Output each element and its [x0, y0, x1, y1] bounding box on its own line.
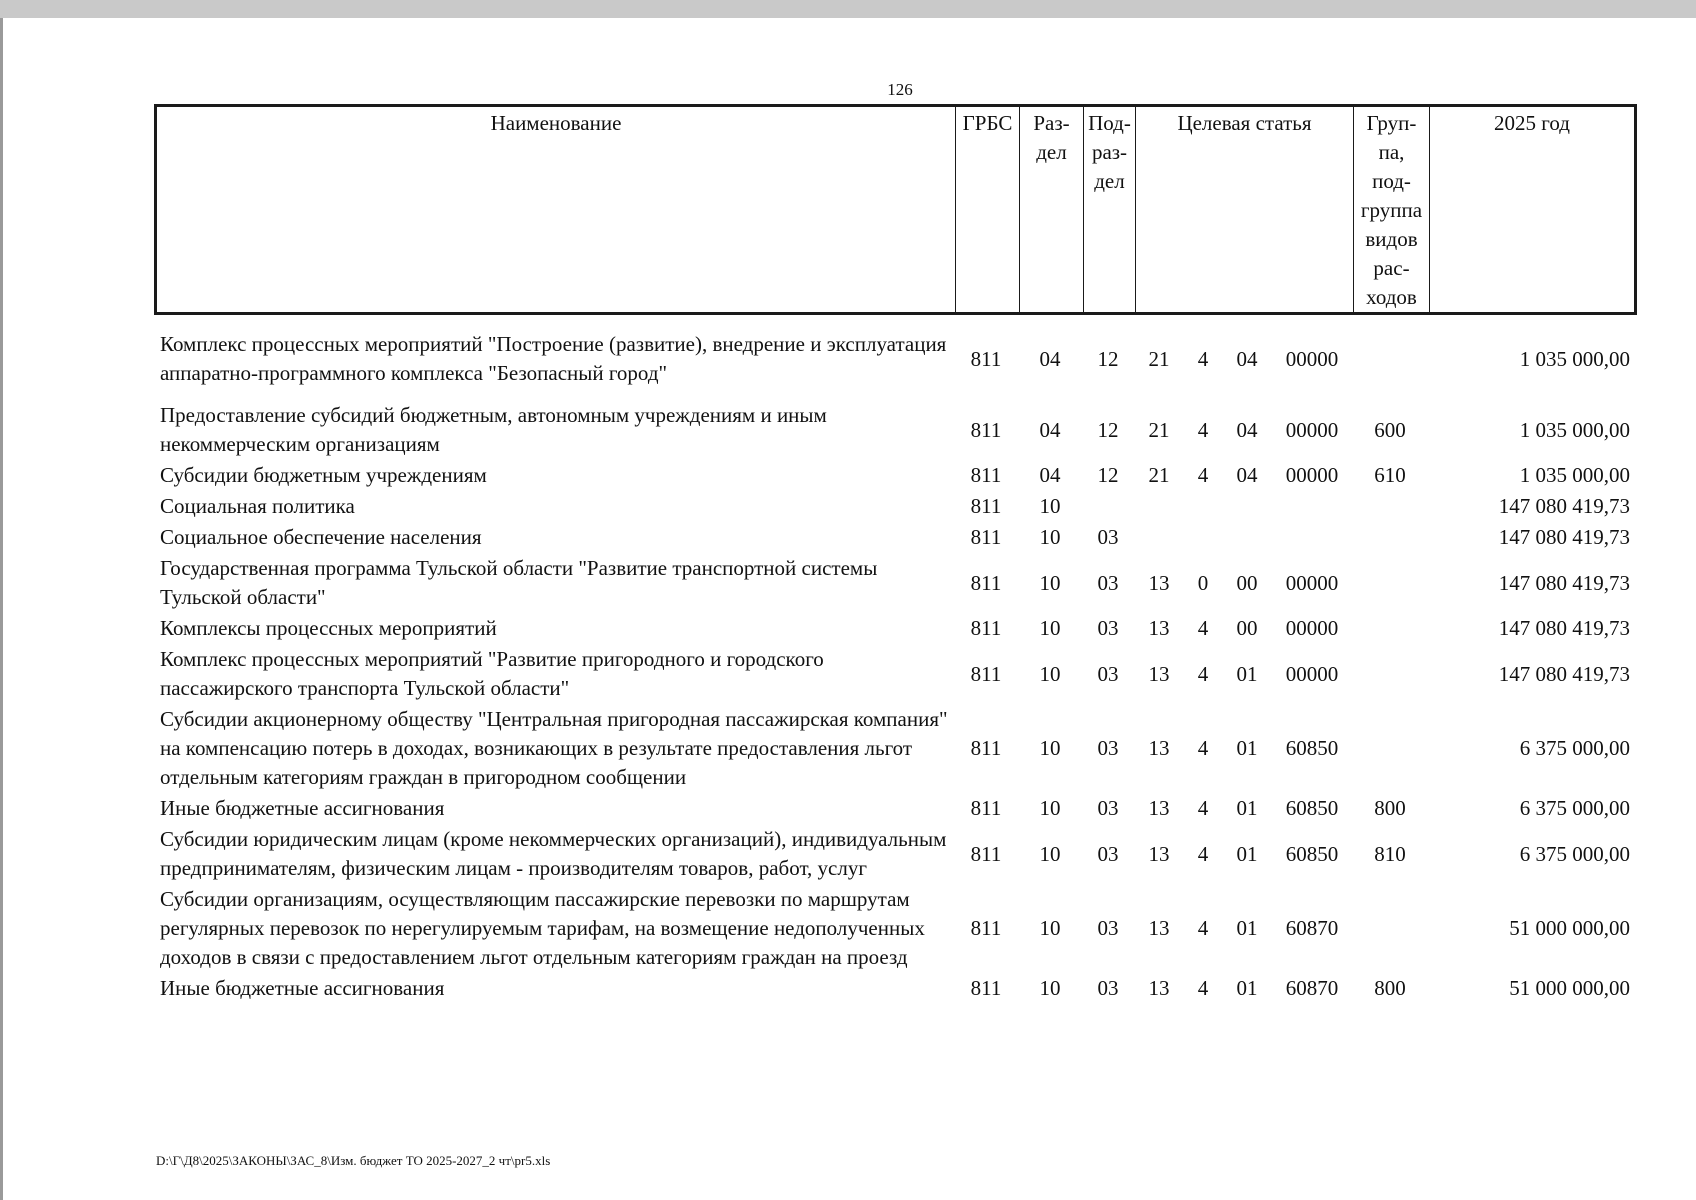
razdel-cell: 04 [1039, 463, 1061, 487]
target-direction-cell: 60850 [1285, 736, 1339, 760]
row-name-cell: Субсидии бюджетным учреждениям [160, 463, 487, 487]
podrazdel-cell: 03 [1097, 570, 1119, 595]
target-subprogram-cell: 00 [1236, 570, 1258, 595]
grbs-cell: 811 [970, 417, 1002, 442]
target-program-cell: 13 [1148, 796, 1170, 820]
grbs-cell: 811 [970, 736, 1002, 760]
amount-cell: 6 375 000,00 [1519, 796, 1630, 820]
header-year-2025: 2025 год [1430, 106, 1636, 314]
row-name-cell: Социальное обеспечение населения [160, 525, 482, 549]
target-program-cell: 21 [1148, 417, 1170, 442]
target-direction-cell [1272, 522, 1352, 553]
target-program-cell: 13 [1148, 661, 1170, 686]
table-row [154, 613, 1634, 644]
target-direction-cell: 60870 [1285, 916, 1339, 940]
amount-cell: 51 000 000,00 [1509, 976, 1630, 1000]
target-direction-cell: 60870 [1285, 976, 1339, 1000]
target-subprogram-cell: 04 [1236, 346, 1258, 371]
target-type-cell: 4 [1197, 976, 1209, 1000]
razdel-cell: 10 [1039, 841, 1061, 866]
razdel-cell: 04 [1039, 417, 1061, 442]
podrazdel-cell: 12 [1097, 346, 1119, 371]
row-name-cell: Субсидии акционерному обществу "Центральная пригородная пассажирская компания" на компенсацию потерь в доходах, возникающих в результате предоставления льгот отдельным категориям граждан в пригородном сообщении [160, 707, 948, 789]
target-subprogram-cell: 04 [1236, 417, 1258, 442]
expense-group-cell [1352, 329, 1428, 389]
podrazdel-cell: 03 [1097, 616, 1119, 640]
grbs-cell: 811 [970, 796, 1002, 820]
target-program-cell: 13 [1148, 841, 1170, 866]
expense-group-cell [1352, 704, 1428, 793]
podrazdel-cell: 03 [1097, 736, 1119, 760]
target-type-cell: 4 [1197, 916, 1209, 940]
target-subprogram-cell: 01 [1236, 661, 1258, 686]
podrazdel-cell: 03 [1097, 976, 1119, 1000]
row-name-cell: Комплексы процессных мероприятий [160, 616, 497, 640]
grbs-cell: 811 [970, 570, 1002, 595]
target-direction-cell: 00000 [1285, 346, 1339, 371]
target-direction-cell: 60850 [1285, 796, 1339, 820]
target-type-cell: 4 [1197, 346, 1209, 371]
target-program-cell: 13 [1148, 916, 1170, 940]
target-subprogram-cell: 01 [1236, 796, 1258, 820]
expense-group-cell [1352, 613, 1428, 644]
target-subprogram-cell: 00 [1236, 616, 1258, 640]
expense-group-cell [1352, 553, 1428, 613]
grbs-cell: 811 [970, 916, 1002, 940]
target-subprogram-cell [1222, 491, 1272, 522]
row-name-cell: Предоставление субсидий бюджетным, автономным учреждениям и иным некоммерческим организациям [160, 403, 827, 456]
expense-group-cell: 610 [1374, 463, 1406, 487]
row-name-cell: Государственная программа Тульской области "Развитие транспортной системы Тульской области" [160, 556, 878, 609]
razdel-cell: 10 [1039, 494, 1061, 518]
podrazdel-cell: 12 [1097, 463, 1119, 487]
expense-group-cell: 810 [1374, 841, 1406, 866]
table-row [154, 973, 1634, 1004]
target-type-cell: 4 [1197, 841, 1209, 866]
target-type-cell [1184, 522, 1222, 553]
expense-group-cell [1352, 644, 1428, 704]
target-subprogram-cell [1222, 522, 1272, 553]
table-row [154, 884, 1634, 973]
expense-group-cell: 600 [1374, 417, 1406, 442]
podrazdel-cell [1082, 491, 1134, 522]
target-program-cell [1134, 522, 1184, 553]
table-row [154, 329, 1634, 389]
table-body [154, 329, 1634, 1004]
amount-cell: 6 375 000,00 [1519, 736, 1630, 760]
header-razdel: Раз- дел [1020, 106, 1084, 314]
grbs-cell: 811 [970, 616, 1002, 640]
row-name-cell: Комплекс процессных мероприятий "Развитие пригородного и городского пассажирского транспорта Тульской области" [160, 647, 824, 700]
target-subprogram-cell: 01 [1236, 736, 1258, 760]
scan-top-band [0, 0, 1696, 18]
amount-cell: 147 080 419,73 [1498, 616, 1630, 640]
grbs-cell: 811 [970, 976, 1002, 1000]
row-name-cell: Субсидии юридическим лицам (кроме некоммерческих организаций), индивидуальным предпринимателям, физическим лицам - производителям товаров, работ, услуг [160, 827, 947, 880]
table-row [154, 644, 1634, 704]
expense-group-cell [1352, 491, 1428, 522]
razdel-cell: 10 [1039, 796, 1061, 820]
table-header [154, 104, 1637, 315]
target-subprogram-cell: 01 [1236, 916, 1258, 940]
grbs-cell: 811 [970, 494, 1002, 518]
table-row [154, 824, 1634, 884]
target-direction-cell: 00000 [1285, 616, 1339, 640]
amount-cell: 51 000 000,00 [1509, 916, 1630, 940]
amount-cell: 6 375 000,00 [1519, 841, 1630, 866]
row-name-cell: Субсидии организациям, осуществляющим пассажирские перевозки по маршрутам регулярных перевозок по нерегулируемым тарифам, на возмещение недополученных доходов в связи с предоставлением льгот отдельным категориям граждан на проезд [160, 887, 925, 969]
grbs-cell: 811 [970, 661, 1002, 686]
target-program-cell: 21 [1148, 346, 1170, 371]
table-row [154, 553, 1634, 613]
header-expense-group: Груп- па, под- группа видов рас- ходов [1354, 106, 1430, 314]
target-program-cell [1134, 491, 1184, 522]
expense-group-cell [1352, 522, 1428, 553]
header-target-article: Целевая статья [1136, 106, 1354, 314]
table-row [154, 704, 1634, 793]
podrazdel-cell: 03 [1097, 796, 1119, 820]
page-number: 126 [887, 80, 913, 99]
grbs-cell: 811 [970, 525, 1002, 549]
target-program-cell: 13 [1148, 976, 1170, 1000]
podrazdel-cell: 03 [1097, 916, 1119, 940]
grbs-cell: 811 [970, 346, 1002, 371]
target-program-cell: 13 [1148, 570, 1170, 595]
target-program-cell: 13 [1148, 616, 1170, 640]
target-subprogram-cell: 04 [1236, 463, 1258, 487]
grbs-cell: 811 [970, 841, 1002, 866]
podrazdel-cell: 03 [1097, 661, 1119, 686]
table-row [154, 389, 1634, 460]
header-podrazdel: Под- раз- дел [1084, 106, 1136, 314]
amount-cell: 1 035 000,00 [1519, 463, 1630, 487]
target-type-cell: 4 [1197, 417, 1209, 442]
file-path-footer: D:\Г\Д8\2025\ЗАКОНЫ\ЗАС_8\Изм. бюджет ТО 2025-2027_2 чт\pr5.xls [156, 1153, 551, 1168]
header-name: Наименование [156, 106, 956, 314]
podrazdel-cell: 03 [1097, 525, 1119, 549]
expense-group-cell: 800 [1374, 796, 1406, 820]
target-direction-cell: 00000 [1285, 661, 1339, 686]
razdel-cell: 10 [1039, 525, 1061, 549]
target-subprogram-cell: 01 [1236, 841, 1258, 866]
amount-cell: 1 035 000,00 [1519, 346, 1630, 371]
target-direction-cell: 00000 [1285, 417, 1339, 442]
razdel-cell: 10 [1039, 916, 1061, 940]
razdel-cell: 04 [1039, 346, 1061, 371]
table-row [154, 522, 1634, 553]
target-type-cell: 4 [1197, 616, 1209, 640]
podrazdel-cell: 03 [1097, 841, 1119, 866]
grbs-cell: 811 [970, 463, 1002, 487]
target-direction-cell: 00000 [1285, 463, 1339, 487]
target-subprogram-cell: 01 [1236, 976, 1258, 1000]
table-row [154, 460, 1634, 491]
target-type-cell: 4 [1197, 661, 1209, 686]
amount-cell: 1 035 000,00 [1519, 417, 1630, 442]
razdel-cell: 10 [1039, 976, 1061, 1000]
target-type-cell [1184, 491, 1222, 522]
expense-group-cell [1352, 884, 1428, 973]
razdel-cell: 10 [1039, 616, 1061, 640]
target-direction-cell [1272, 491, 1352, 522]
table-row [154, 793, 1634, 824]
table-row [154, 491, 1634, 522]
podrazdel-cell: 12 [1097, 417, 1119, 442]
row-name-cell: Комплекс процессных мероприятий "Построение (развитие), внедрение и эксплуатация аппаратно-программного комплекса "Безопасный город" [160, 332, 947, 385]
amount-cell: 147 080 419,73 [1498, 570, 1630, 595]
target-program-cell: 21 [1148, 463, 1170, 487]
row-name-cell: Иные бюджетные ассигнования [160, 796, 445, 820]
target-type-cell: 4 [1197, 463, 1209, 487]
razdel-cell: 10 [1039, 570, 1061, 595]
razdel-cell: 10 [1039, 736, 1061, 760]
row-name-cell: Социальная политика [160, 494, 355, 518]
target-type-cell: 0 [1197, 570, 1209, 595]
amount-cell: 147 080 419,73 [1498, 494, 1630, 518]
target-program-cell: 13 [1148, 736, 1170, 760]
razdel-cell: 10 [1039, 661, 1061, 686]
budget-table-sheet [154, 104, 1634, 1004]
target-type-cell: 4 [1197, 796, 1209, 820]
amount-cell: 147 080 419,73 [1498, 661, 1630, 686]
row-name-cell: Иные бюджетные ассигнования [160, 976, 445, 1000]
target-direction-cell: 60850 [1285, 841, 1339, 866]
header-grbs: ГРБС [956, 106, 1020, 314]
target-type-cell: 4 [1197, 736, 1209, 760]
amount-cell: 147 080 419,73 [1498, 525, 1630, 549]
target-direction-cell: 00000 [1285, 570, 1339, 595]
scan-left-edge [0, 18, 3, 1200]
expense-group-cell: 800 [1374, 976, 1406, 1000]
